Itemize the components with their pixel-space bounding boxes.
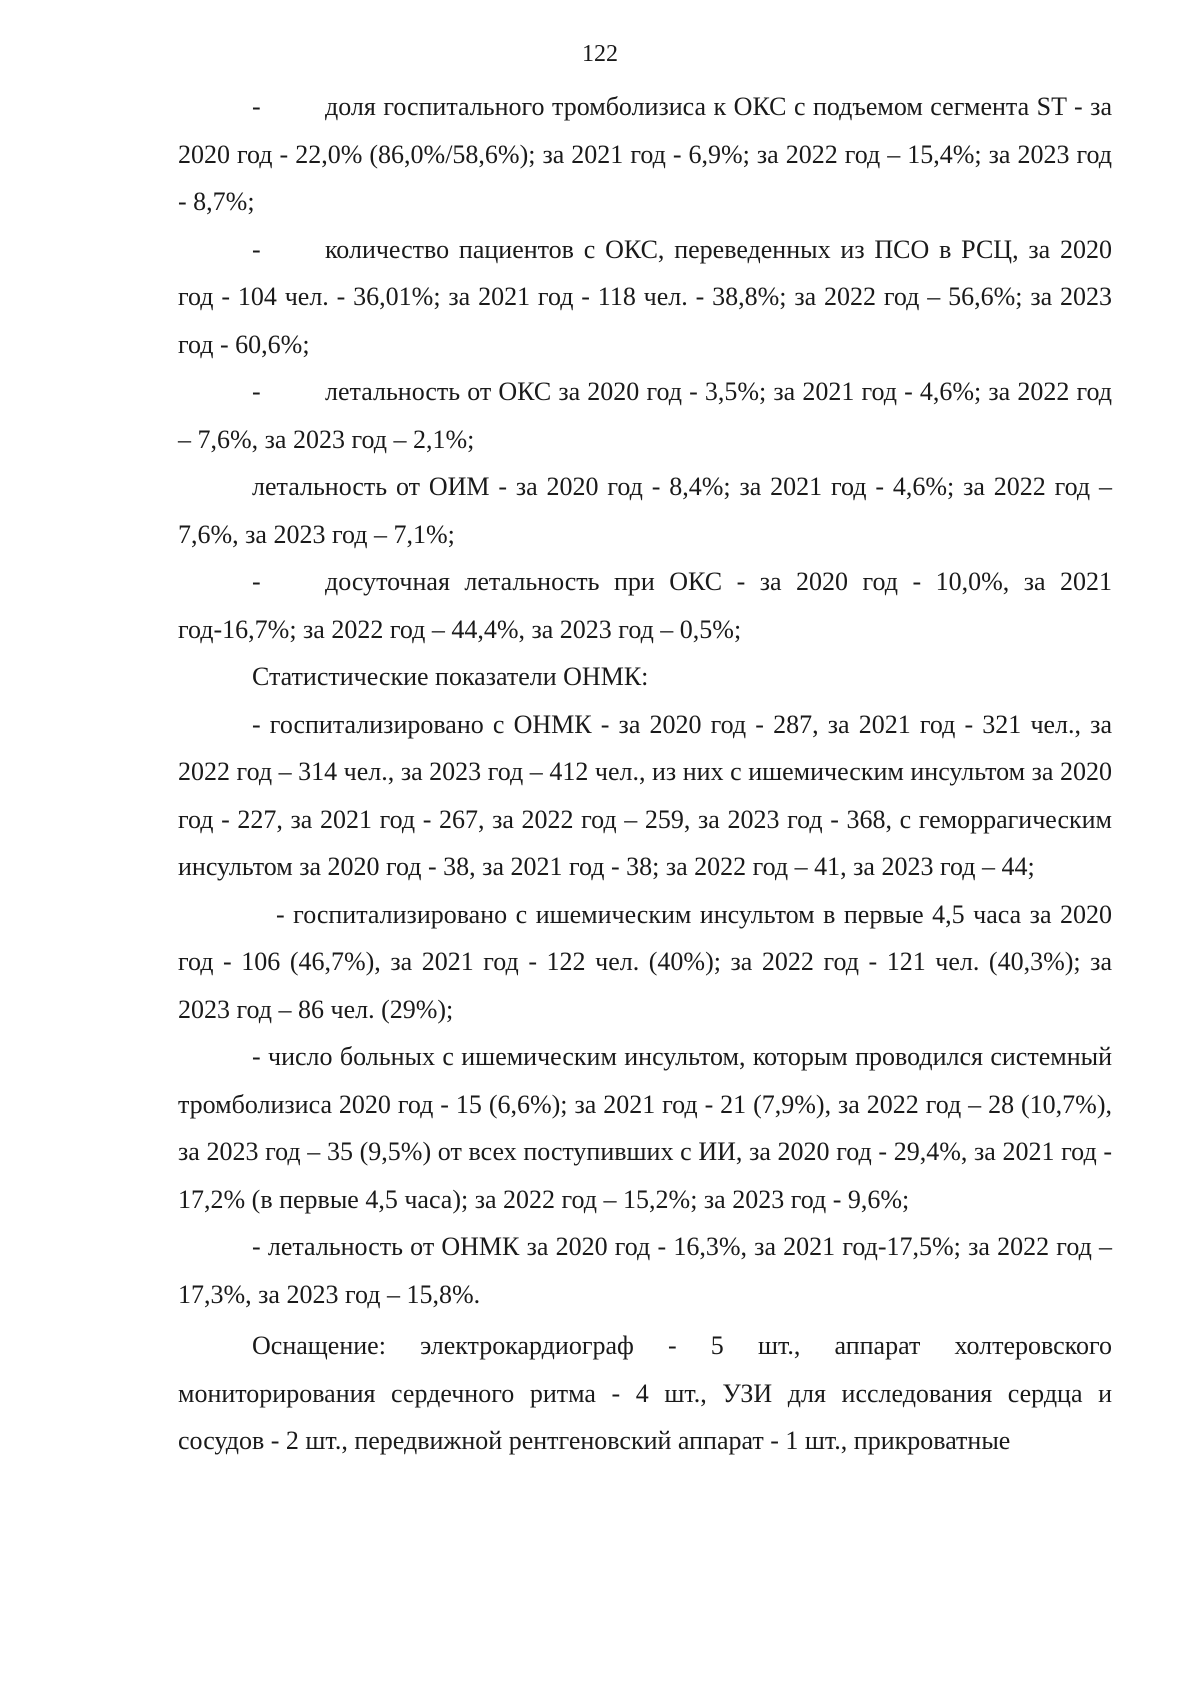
list-dash: -: [252, 234, 261, 264]
paragraph-text: летальность от ОКС за 2020 год - 3,5%; за 2021 год - 4,6%; за 2022 год – 7,6%, за 2023 год – 2,1%;: [178, 377, 1112, 454]
paragraph-daily-mortality: [178, 558, 1112, 653]
paragraph-transferred-patients: [178, 226, 1112, 369]
page-number: 122: [582, 41, 618, 67]
paragraph-text: доля госпитального тромболизиса к ОКС с подъемом сегмента ST - за 2020 год - 22,0% (86,0%/58,6%); за 2021 год - 6,9%; за 2022 год – 15,4%; за 2023 год - 8,7%;: [178, 92, 1112, 216]
paragraph-text: - госпитализировано с ОНМК - за 2020 год - 287, за 2021 год - 321 чел., за 2022 год – 314 чел., за 2023 год – 412 чел., из них с ишемическим инсультом за 2020 год - 227, за 2021 год - 267, за 2022 год – 259, за 2023 год - 368, с геморрагическим инсультом за 2020 год - 38, за 2021 год - 38; за 2022 год – 41, за 2023 год – 44;: [178, 709, 1112, 881]
paragraph-ischemic-first-hours: [178, 891, 1112, 1034]
paragraph-text: досуточная летальность при ОКС - за 2020 год - 10,0%, за 2021 год-16,7%; за 2022 год – 44,4%, за 2023 год – 0,5%;: [178, 567, 1112, 644]
paragraph-text: - число больных с ишемическим инсультом, которым проводился системный тромболизиса 2020 год - 15 (6,6%); за 2021 год - 21 (7,9%), за 2022 год – 28 (10,7%), за 2023 год – 35 (9,5%) от всех поступивших с ИИ, за 2020 год - 29,4%, за 2021 год - 17,2% (в первые 4,5 часа); за 2022 год – 15,2%; за 2023 год - 9,6%;: [178, 1042, 1112, 1214]
paragraph-text: Статистические показатели ОНМК:: [252, 662, 649, 691]
list-dash: -: [252, 92, 261, 121]
paragraph-thrombolysis-share: [178, 83, 1112, 226]
paragraph-equipment: [178, 1322, 1112, 1465]
section-heading-onmk: [178, 653, 1112, 701]
paragraph-text: летальность от ОИМ - за 2020 год - 8,4%; за 2021 год - 4,6%; за 2022 год – 7,6%, за 2023 год – 7,1%;: [178, 472, 1112, 549]
paragraph-text: - летальность от ОНМК за 2020 год - 16,3%, за 2021 год-17,5%; за 2022 год – 17,3%, за 2023 год – 15,8%.: [178, 1232, 1112, 1309]
list-dash: -: [252, 567, 261, 596]
paragraph-text: - госпитализировано с ишемическим инсультом в первые 4,5 часа за 2020 год - 106 (46,7%), за 2021 год - 122 чел. (40%); за 2022 год - 121 чел. (40,3%); за 2023 год – 86 чел. (29%);: [178, 899, 1112, 1024]
paragraph-systemic-thrombolysis: [178, 1033, 1112, 1223]
paragraph-onmk-mortality: [178, 1223, 1112, 1318]
paragraph-oim-mortality: [178, 463, 1112, 558]
list-dash: -: [252, 377, 261, 406]
paragraph-oks-mortality: [178, 368, 1112, 463]
paragraph-text: Оснащение: электрокардиограф - 5 шт., аппарат холтеровского мониторирования сердечного ритма - 4 шт., УЗИ для исследования сердца и сосудов - 2 шт., передвижной рентгеновский аппарат - 1 шт., прикроватные: [178, 1331, 1112, 1455]
paragraph-onmk-hospitalized: [178, 701, 1112, 891]
document-body: [178, 83, 1112, 1465]
paragraph-text: количество пациентов с ОКС, переведенных из ПСО в РСЦ, за 2020 год - 104 чел. - 36,01%; за 2021 год - 118 чел. - 38,8%; за 2022 год – 56,6%; за 2023 год - 60,6%;: [178, 234, 1112, 359]
